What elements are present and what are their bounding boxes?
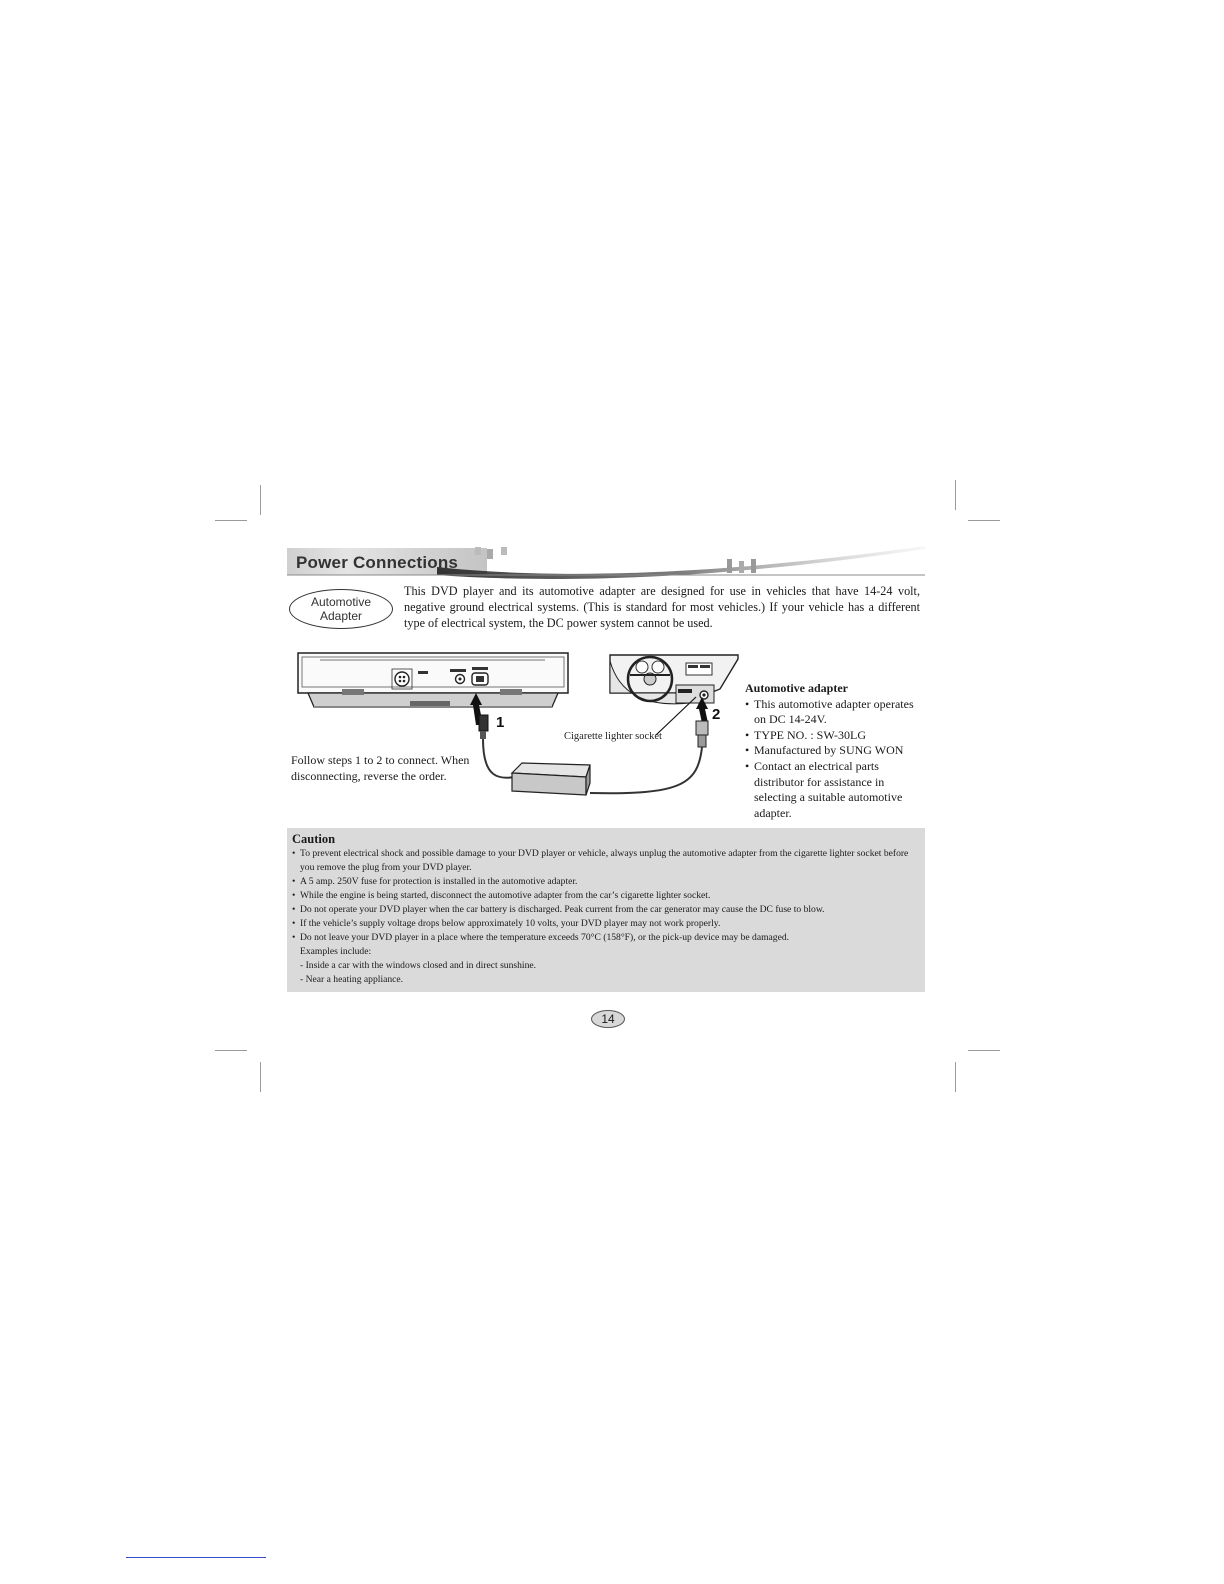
spec-item: • Manufactured by SUNG WON [745, 743, 923, 759]
dvd-player-rear-illustration [298, 653, 568, 707]
crop-mark [968, 1050, 1000, 1051]
cigarette-lighter-socket-label: Cigarette lighter socket [564, 731, 662, 742]
page-number: 14 [591, 1010, 625, 1028]
badge-line2: Adapter [319, 609, 363, 623]
caution-item: • To prevent electrical shock and possible damage to your DVD player or vehicle, always unplug the automotive adapter from the cigarette lighter socket before you remove the plug from your DVD player. [292, 847, 919, 875]
automotive-adapter-badge [289, 589, 393, 629]
caution-item: • If the vehicle’s supply voltage drops below approximately 10 volts, your DVD player may not work properly. [292, 917, 919, 931]
caution-item: • Do not operate your DVD player when the car battery is discharged. Peak current from the car generator may cause the DC fuse to blow. [292, 903, 919, 917]
spec-title: Automotive adapter [745, 681, 848, 695]
spec-item: • TYPE NO. : SW-30LG [745, 728, 923, 744]
adapter-box-illustration [512, 763, 590, 795]
automotive-adapter-spec [745, 681, 923, 821]
section-title: Power Connections [296, 553, 459, 572]
cable-to-socket [590, 747, 702, 793]
caution-item: • A 5 amp. 250V fuse for protection is installed in the automotive adapter. [292, 875, 919, 889]
car-dashboard-illustration [610, 655, 738, 704]
intro-paragraph: This DVD player and its automotive adapter are designed for use in vehicles that have 14-24 volt, negative ground electrical systems. (This is standard for most vehicles.) If your vehicle has a different type of electrical system, the DC power system cannot be used. [404, 584, 920, 630]
footer-link-underline[interactable] [126, 1557, 266, 1558]
crop-mark [955, 1062, 956, 1092]
example-item: - Near a heating appliance. [300, 974, 404, 985]
plug-arrow-2 [696, 697, 708, 747]
crop-mark [260, 1062, 261, 1092]
caution-box [287, 828, 925, 992]
crop-mark [215, 520, 247, 521]
example-item: - Inside a car with the windows closed and in direct sunshine. [300, 960, 537, 971]
step-2-label: 2 [712, 706, 721, 723]
caution-item: • Do not leave your DVD player in a place where the temperature exceeds 70°C (158°F), or the pick-up device may be damaged. [292, 931, 919, 945]
crop-mark [215, 1050, 247, 1051]
step-1-label: 1 [496, 714, 505, 731]
caution-title: Caution [292, 832, 336, 846]
caution-list [292, 847, 919, 945]
section-header [287, 545, 927, 581]
crop-mark [955, 480, 956, 510]
spec-item: • This automotive adapter operates on DC 14-24V. [745, 697, 923, 728]
spec-list [745, 697, 923, 822]
badge-line1: Automotive [310, 595, 372, 609]
caution-item: • While the engine is being started, disconnect the automotive adapter from the car’s cigarette lighter socket. [292, 889, 919, 903]
follow-steps-text: Follow steps 1 to 2 to connect. When disconnecting, reverse the order. [291, 753, 470, 783]
crop-mark [968, 520, 1000, 521]
crop-mark [260, 485, 261, 515]
examples-label: Examples include: [300, 946, 372, 957]
spec-item: • Contact an electrical parts distributor for assistance in selecting a suitable automotive adapter. [745, 759, 923, 821]
